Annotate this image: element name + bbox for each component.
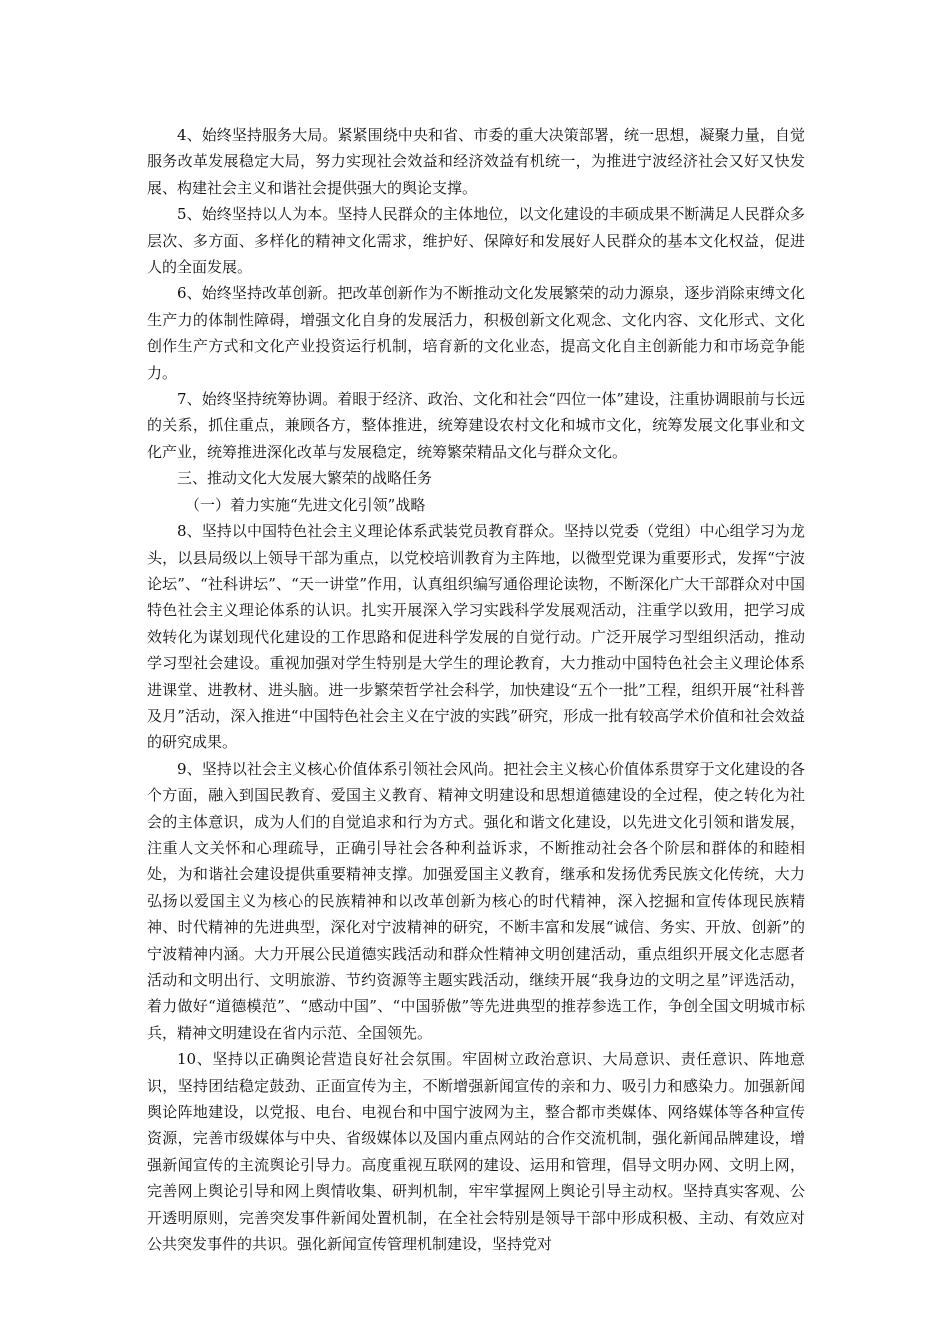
paragraph-5-people-oriented: 5、始终坚持以人为本。坚持人民群众的主体地位，以文化建设的丰硕成果不断满足人民群众多层次、多方面、多样化的精神文化需求，维护好、保障好和发展好人民群众的基本文化权益，促进人的全面发展。	[147, 205, 805, 277]
document-page	[147, 122, 805, 1257]
section-heading-strategic-tasks: 三、推动文化大发展大繁荣的战略任务	[177, 469, 433, 488]
paragraph-4-serve-overall: 4、始终坚持服务大局。紧紧围绕中央和省、市委的重大决策部署，统一思想，凝聚力量，自觉服务改革发展稳定大局，努力实现社会效益和经济效益有机统一，为推进宁波经济社会又好又快发展、构建社会主义和谐社会提供强大的舆论支撑。	[147, 126, 805, 197]
subsection-heading-advanced-culture: （一）着力实施“先进文化引领”战略	[185, 495, 426, 514]
paragraph-7-overall-coordination: 7、始终坚持统筹协调。着眼于经济、政治、文化和社会“四位一体”建设，注重协调眼前与长远的关系，抓住重点，兼顾各方，整体推进，统筹建设农村文化和城市文化，统筹发展文化事业和文化产业，统筹推进深化改革与发展稳定，统筹繁荣精品文化与群众文化。	[147, 390, 805, 461]
paragraph-9-core-values: 9、坚持以社会主义核心价值体系引领社会风尚。把社会主义核心价值体系贯穿于文化建设的各个方面，融入到国民教育、爱国主义教育、精神文明建设和思想道德建设的全过程，使之转化为社会的主体意识，成为人们的自觉追求和行为方式。强化和谐文化建设，以先进文化引领和谐发展，注重人文关怀和心理疏导，正确引导社会各种利益诉求，不断推动社会各个阶层和群体的和睦相处，为和谐社会建设提供重要精神支撑。加强爱国主义教育，继承和发扬优秀民族文化传统，大力弘扬以爱国主义为核心的民族精神和以改革创新为核心的时代精神，深入挖掘和宣传体现民族精神、时代精神的先进典型，深化对宁波精神的研究，不断丰富和发展“诚信、务实、开放、创新”的宁波精神内涵。大力开展公民道德实践活动和群众性精神文明创建活动，重点组织开展文化志愿者活动和文明出行、文明旅游、节约资源等主题实践活动，继续开展“我身边的文明之星”评选活动，着力做好“道德模范”、“感动中国”、“中国骄傲”等先进典型的推荐参选工作，争创全国文明城市标兵，精神文明建设在省内示范、全国领先。	[147, 759, 805, 1042]
paragraph-10-public-opinion: 10、坚持以正确舆论营造良好社会氛围。牢固树立政治意识、大局意识、责任意识、阵地意识，坚持团结稳定鼓劲、正面宣传为主，不断增强新闻宣传的亲和力、吸引力和感染力。加强新闻舆论阵地建设，以党报、电台、电视台和中国宁波网为主，整合都市类媒体、网络媒体等各种宣传资源，完善市级媒体与中央、省级媒体以及国内重点网站的合作交流机制，强化新闻品牌建设，增强新闻宣传的主流舆论引导力。高度重视互联网的建设、运用和管理，倡导文明办网、文明上网，完善网上舆论引导和网上舆情收集、研判机制，牢牢掌握网上舆论引导主动权。坚持真实客观、公开透明原则，完善突发事件新闻处置机制，在全社会特别是领导干部中形成积极、主动、有效应对公共突发事件的共识。强化新闻宣传管理机制建设，坚持党对	[147, 1050, 805, 1254]
paragraph-6-reform-innovation: 6、始终坚持改革创新。把改革创新作为不断推动文化发展繁荣的动力源泉，逐步消除束缚文化生产力的体制性障碍，增强文化自身的发展活力，积极创新文化观念、文化内容、文化形式、文化创作生产方式和文化产业投资运行机制，培育新的文化业态，提高文化自主创新能力和市场竞争能力。	[147, 284, 805, 382]
paragraph-8-theory-system: 8、坚持以中国特色社会主义理论体系武装党员教育群众。坚持以党委（党组）中心组学习为龙头，以县局级以上领导干部为重点，以党校培训教育为主阵地，以微型党课为重要形式，发挥“宁波论坛”、“社科讲坛”、“天一讲堂”作用，认真组织编写通俗理论读物，不断深化广大干部群众对中国特色社会主义理论体系的认识。扎实开展深入学习实践科学发展观活动，注重学以致用，把学习成效转化为谋划现代化建设的工作思路和促进科学发展的自觉行动。广泛开展学习型组织活动，推动学习型社会建设。重视加强对学生特别是大学生的理论教育，大力推动中国特色社会主义理论体系进课堂、进教材、进头脑。进一步繁荣哲学社会科学，加快建设“五个一批”工程，组织开展“社科普及月”活动，深入推进“中国特色社会主义在宁波的实践”研究，形成一批有较高学术价值和社会效益的研究成果。	[147, 522, 805, 752]
